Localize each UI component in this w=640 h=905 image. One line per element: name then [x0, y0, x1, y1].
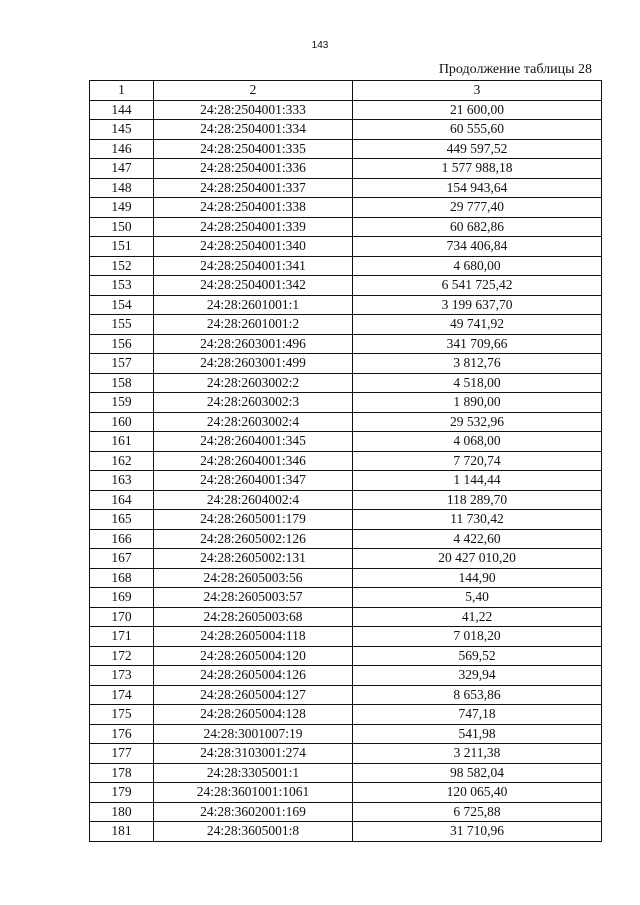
table-row	[90, 783, 602, 803]
amount-cell: 29 532,96	[353, 412, 602, 432]
table-row	[90, 588, 602, 608]
amount-cell: 154 943,64	[353, 178, 602, 198]
row-number-cell: 151	[90, 237, 154, 257]
amount-cell: 6 725,88	[353, 802, 602, 822]
amount-cell: 120 065,40	[353, 783, 602, 803]
row-number-cell: 155	[90, 315, 154, 335]
table-row	[90, 217, 602, 237]
amount-cell: 1 890,00	[353, 393, 602, 413]
table-row	[90, 412, 602, 432]
table-row	[90, 646, 602, 666]
row-number-cell: 163	[90, 471, 154, 491]
row-number-cell: 159	[90, 393, 154, 413]
cadastral-number-cell: 24:28:2605003:56	[154, 568, 353, 588]
row-number-cell: 161	[90, 432, 154, 452]
row-number-cell: 153	[90, 276, 154, 296]
row-number-cell: 152	[90, 256, 154, 276]
row-number-cell: 180	[90, 802, 154, 822]
amount-cell: 3 812,76	[353, 354, 602, 374]
table-row	[90, 393, 602, 413]
amount-cell: 7 720,74	[353, 451, 602, 471]
table-row	[90, 315, 602, 335]
amount-cell: 1 144,44	[353, 471, 602, 491]
amount-cell: 329,94	[353, 666, 602, 686]
cadastral-number-cell: 24:28:3305001:1	[154, 763, 353, 783]
cadastral-number-cell: 24:28:2605003:57	[154, 588, 353, 608]
cadastral-number-cell: 24:28:2605004:120	[154, 646, 353, 666]
row-number-cell: 174	[90, 685, 154, 705]
row-number-cell: 177	[90, 744, 154, 764]
cadastral-number-cell: 24:28:2603001:496	[154, 334, 353, 354]
table-row	[90, 822, 602, 842]
row-number-cell: 149	[90, 198, 154, 218]
row-number-cell: 169	[90, 588, 154, 608]
amount-cell: 11 730,42	[353, 510, 602, 530]
amount-cell: 21 600,00	[353, 100, 602, 120]
table-body	[90, 100, 602, 841]
table-row	[90, 178, 602, 198]
cadastral-number-cell: 24:28:2504001:333	[154, 100, 353, 120]
row-number-cell: 181	[90, 822, 154, 842]
table-row	[90, 666, 602, 686]
row-number-cell: 176	[90, 724, 154, 744]
row-number-cell: 170	[90, 607, 154, 627]
amount-cell: 747,18	[353, 705, 602, 725]
table-caption: Продолжение таблицы 28	[438, 62, 592, 77]
table-row	[90, 451, 602, 471]
cadastral-number-cell: 24:28:2605004:128	[154, 705, 353, 725]
cadastral-number-cell: 24:28:2603002:3	[154, 393, 353, 413]
table-row	[90, 237, 602, 257]
table-row	[90, 685, 602, 705]
amount-cell: 60 555,60	[353, 120, 602, 140]
row-number-cell: 160	[90, 412, 154, 432]
row-number-cell: 175	[90, 705, 154, 725]
cadastral-number-cell: 24:28:2504001:335	[154, 139, 353, 159]
cadastral-number-cell: 24:28:3001007:19	[154, 724, 353, 744]
table-row	[90, 744, 602, 764]
amount-cell: 1 577 988,18	[353, 159, 602, 179]
row-number-cell: 148	[90, 178, 154, 198]
amount-cell: 734 406,84	[353, 237, 602, 257]
table-row	[90, 549, 602, 569]
cadastral-number-cell: 24:28:3601001:1061	[154, 783, 353, 803]
column-header-2: 2	[154, 81, 353, 101]
amount-cell: 6 541 725,42	[353, 276, 602, 296]
table-row	[90, 627, 602, 647]
amount-cell: 5,40	[353, 588, 602, 608]
cadastral-number-cell: 24:28:2605004:127	[154, 685, 353, 705]
amount-cell: 449 597,52	[353, 139, 602, 159]
page-number: 143	[311, 40, 329, 51]
table-row	[90, 724, 602, 744]
amount-cell: 569,52	[353, 646, 602, 666]
row-number-cell: 178	[90, 763, 154, 783]
row-number-cell: 171	[90, 627, 154, 647]
table-row	[90, 763, 602, 783]
table-row	[90, 529, 602, 549]
table-row	[90, 276, 602, 296]
row-number-cell: 179	[90, 783, 154, 803]
amount-cell: 98 582,04	[353, 763, 602, 783]
amount-cell: 8 653,86	[353, 685, 602, 705]
row-number-cell: 146	[90, 139, 154, 159]
table-row	[90, 373, 602, 393]
cadastral-number-cell: 24:28:2504001:340	[154, 237, 353, 257]
table-row	[90, 159, 602, 179]
row-number-cell: 173	[90, 666, 154, 686]
table-row	[90, 354, 602, 374]
row-number-cell: 156	[90, 334, 154, 354]
amount-cell: 3 211,38	[353, 744, 602, 764]
cadastral-number-cell: 24:28:2605002:131	[154, 549, 353, 569]
table-row	[90, 432, 602, 452]
cadastral-number-cell: 24:28:3602001:169	[154, 802, 353, 822]
amount-cell: 541,98	[353, 724, 602, 744]
amount-cell: 29 777,40	[353, 198, 602, 218]
table-row	[90, 100, 602, 120]
cadastral-number-cell: 24:28:2605003:68	[154, 607, 353, 627]
row-number-cell: 157	[90, 354, 154, 374]
header-row	[90, 81, 602, 101]
row-number-cell: 150	[90, 217, 154, 237]
amount-cell: 3 199 637,70	[353, 295, 602, 315]
amount-cell: 4 068,00	[353, 432, 602, 452]
row-number-cell: 145	[90, 120, 154, 140]
cadastral-number-cell: 24:28:2504001:334	[154, 120, 353, 140]
row-number-cell: 166	[90, 529, 154, 549]
cadastral-number-cell: 24:28:2504001:341	[154, 256, 353, 276]
row-number-cell: 172	[90, 646, 154, 666]
cadastral-number-cell: 24:28:2604001:345	[154, 432, 353, 452]
amount-cell: 60 682,86	[353, 217, 602, 237]
amount-cell: 144,90	[353, 568, 602, 588]
amount-cell: 4 680,00	[353, 256, 602, 276]
cadastral-number-cell: 24:28:2504001:339	[154, 217, 353, 237]
amount-cell: 4 422,60	[353, 529, 602, 549]
row-number-cell: 165	[90, 510, 154, 530]
cadastral-number-cell: 24:28:2604001:346	[154, 451, 353, 471]
table-row	[90, 490, 602, 510]
row-number-cell: 164	[90, 490, 154, 510]
table-row	[90, 295, 602, 315]
cadastral-number-cell: 24:28:2605001:179	[154, 510, 353, 530]
cadastral-number-cell: 24:28:3605001:8	[154, 822, 353, 842]
cadastral-number-cell: 24:28:3103001:274	[154, 744, 353, 764]
row-number-cell: 168	[90, 568, 154, 588]
cadastral-number-cell: 24:28:2603002:2	[154, 373, 353, 393]
table-row	[90, 607, 602, 627]
amount-cell: 20 427 010,20	[353, 549, 602, 569]
cadastral-number-cell: 24:28:2605002:126	[154, 529, 353, 549]
cadastral-number-cell: 24:28:2504001:342	[154, 276, 353, 296]
amount-cell: 341 709,66	[353, 334, 602, 354]
table-row	[90, 198, 602, 218]
cadastral-number-cell: 24:28:2604001:347	[154, 471, 353, 491]
amount-cell: 41,22	[353, 607, 602, 627]
table-row	[90, 256, 602, 276]
table-row	[90, 802, 602, 822]
amount-cell: 31 710,96	[353, 822, 602, 842]
amount-cell: 7 018,20	[353, 627, 602, 647]
cadastral-number-cell: 24:28:2604002:4	[154, 490, 353, 510]
table-row	[90, 120, 602, 140]
table-row	[90, 334, 602, 354]
cadastral-number-cell: 24:28:2504001:336	[154, 159, 353, 179]
cadastral-number-cell: 24:28:2603001:499	[154, 354, 353, 374]
table-row	[90, 471, 602, 491]
row-number-cell: 154	[90, 295, 154, 315]
table-row	[90, 705, 602, 725]
row-number-cell: 167	[90, 549, 154, 569]
row-number-cell: 147	[90, 159, 154, 179]
cadastral-number-cell: 24:28:2504001:337	[154, 178, 353, 198]
table-row	[90, 568, 602, 588]
column-header-1: 1	[90, 81, 154, 101]
data-table	[89, 80, 602, 842]
cadastral-number-cell: 24:28:2605004:126	[154, 666, 353, 686]
table-row	[90, 139, 602, 159]
column-header-3: 3	[353, 81, 602, 101]
row-number-cell: 162	[90, 451, 154, 471]
amount-cell: 118 289,70	[353, 490, 602, 510]
cadastral-number-cell: 24:28:2601001:1	[154, 295, 353, 315]
cadastral-number-cell: 24:28:2601001:2	[154, 315, 353, 335]
cadastral-number-cell: 24:28:2603002:4	[154, 412, 353, 432]
cadastral-number-cell: 24:28:2504001:338	[154, 198, 353, 218]
amount-cell: 49 741,92	[353, 315, 602, 335]
amount-cell: 4 518,00	[353, 373, 602, 393]
row-number-cell: 144	[90, 100, 154, 120]
cadastral-number-cell: 24:28:2605004:118	[154, 627, 353, 647]
table-row	[90, 510, 602, 530]
row-number-cell: 158	[90, 373, 154, 393]
